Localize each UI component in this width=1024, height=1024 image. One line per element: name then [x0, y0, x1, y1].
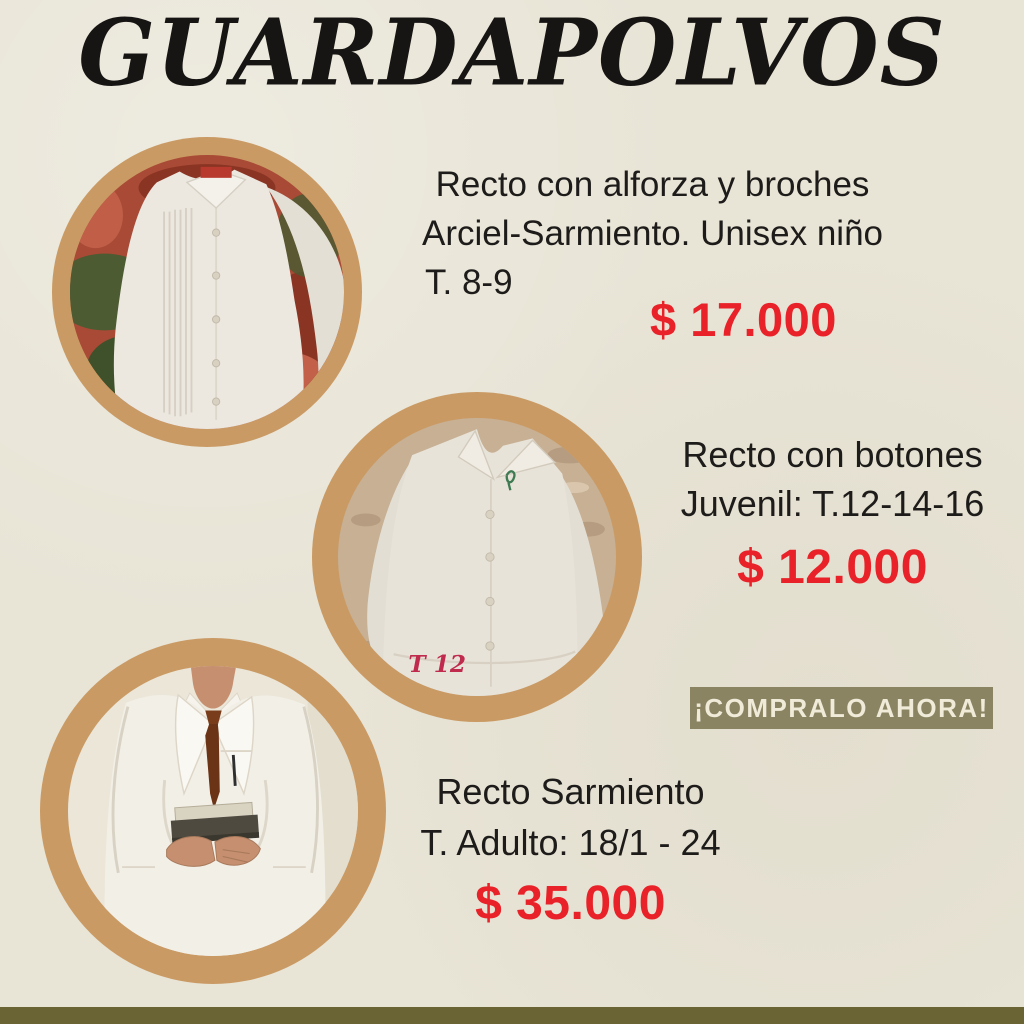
product-3-description [388, 766, 753, 868]
product-photo-3 [68, 666, 358, 956]
smock-body [114, 170, 304, 429]
product-3-price: $ 35.000 [475, 877, 666, 930]
product-photo-ring-2 [312, 392, 642, 722]
product-photo-2 [338, 418, 616, 696]
product-2-price: $ 12.000 [737, 541, 928, 594]
product-2-line-2: Juvenil: T.12-14-16 [680, 483, 985, 524]
model-photo-illustration [68, 666, 358, 956]
light-red-patch [70, 182, 123, 248]
product-1-line-2: Arciel-Sarmiento. Unisex niño [421, 214, 883, 253]
product-photo-1 [70, 155, 344, 429]
collar-label [201, 167, 232, 178]
bottom-bar [0, 1007, 1024, 1024]
product-photo-ring-1 [52, 137, 362, 447]
product-1-description [385, 160, 920, 307]
product-2-description [645, 430, 1020, 528]
product-1-price: $ 17.000 [650, 293, 837, 346]
coat-photo-illustration [338, 418, 616, 696]
product-3-line-1: Recto Sarmiento [436, 771, 705, 812]
smock-photo-illustration [70, 155, 344, 429]
product-1-line-1: Recto con alforza y broches [435, 165, 870, 204]
product-1-size: T. 8-9 [425, 263, 513, 302]
product-2-line-1: Recto con botones [682, 434, 983, 475]
cta-label: ¡COMPRALO AHORA! [694, 692, 989, 723]
cta-button[interactable] [690, 687, 993, 729]
pocket-pen [233, 755, 235, 786]
page-title: GUARDAPOLVOS [78, 0, 946, 108]
product-3-line-2: T. Adulto: 18/1 - 24 [420, 822, 721, 863]
product-photo-ring-3 [40, 638, 386, 984]
size-tag-label: T 12 [408, 650, 466, 678]
